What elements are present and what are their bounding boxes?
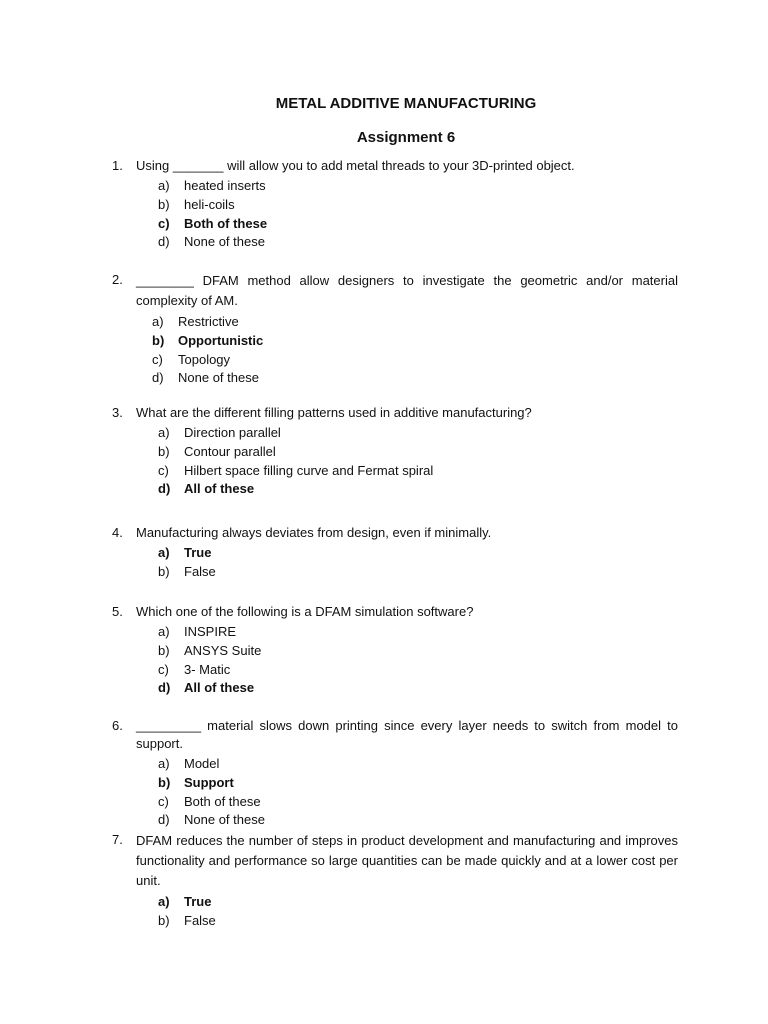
question-header: [112, 404, 678, 422]
question-text: DFAM reduces the number of steps in product development and manufacturing and improves functionality and performance so large quantities can be made quickly and at a lower cost per unit.: [136, 833, 678, 888]
option-letter: b): [158, 196, 170, 212]
option-d-correct: [158, 480, 678, 499]
option-d: [152, 369, 678, 388]
question-header: [112, 271, 678, 311]
option-a: [152, 313, 678, 332]
question-text: Using _______ will allow you to add metal threads to your 3D-printed object.: [136, 158, 575, 173]
option-text: None of these: [178, 370, 259, 386]
question-number: 3.: [112, 405, 123, 420]
option-letter: a): [158, 756, 170, 771]
option-letter: b): [158, 563, 170, 579]
option-text: INSPIRE: [184, 624, 237, 639]
option-text: False: [184, 563, 216, 579]
question-6: [112, 717, 678, 830]
option-text: True: [184, 894, 212, 909]
option-b: [158, 912, 678, 931]
option-c: [158, 793, 678, 812]
option-c: [158, 462, 678, 481]
document-title: METAL ADDITIVE MANUFACTURING: [275, 95, 537, 112]
option-d: [158, 233, 678, 252]
option-text: Model: [184, 756, 220, 771]
option-text: False: [184, 912, 216, 928]
option-text: heated inserts: [184, 178, 266, 193]
option-b: [158, 443, 678, 462]
question-number: 7.: [112, 832, 123, 847]
option-text: ANSYS Suite: [184, 642, 262, 658]
option-a-correct: [158, 544, 678, 563]
option-text: Restrictive: [178, 314, 239, 329]
question-text: What are the different filling patterns used in additive manufacturing?: [136, 405, 532, 420]
option-letter: a): [158, 178, 170, 193]
option-letter: b): [152, 332, 165, 348]
option-c: [152, 351, 678, 370]
option-b: [158, 563, 678, 582]
option-text: None of these: [184, 812, 265, 828]
question-4: [112, 524, 678, 582]
option-text: Both of these: [184, 793, 261, 809]
option-a: [158, 424, 678, 443]
option-letter: d): [158, 234, 170, 250]
option-letter: a): [152, 314, 164, 329]
option-text: Support: [184, 774, 234, 790]
option-c-correct: [158, 215, 678, 234]
option-letter: b): [158, 642, 170, 658]
option-letter: d): [158, 680, 171, 696]
option-letter: c): [152, 351, 163, 367]
question-number: 6.: [112, 718, 123, 733]
question-header: [112, 831, 678, 891]
option-letter: c): [158, 661, 169, 677]
question-text: Manufacturing always deviates from design, even if minimally.: [136, 525, 492, 540]
option-letter: c): [158, 793, 169, 809]
option-letter: c): [158, 462, 169, 478]
option-d: [158, 811, 678, 830]
question-number: 4.: [112, 525, 123, 540]
option-text: None of these: [184, 234, 265, 250]
option-letter: c): [158, 215, 170, 231]
option-text: Direction parallel: [184, 425, 281, 440]
question-2: [112, 271, 678, 388]
option-letter: a): [158, 425, 170, 440]
option-letter: d): [158, 481, 171, 497]
option-text: 3- Matic: [184, 661, 231, 677]
option-a: [158, 755, 678, 774]
question-3: [112, 404, 678, 499]
option-b: [158, 642, 678, 661]
question-header: [112, 717, 678, 753]
question-text: _________ material slows down printing since every layer needs to switch from model to support.: [136, 718, 678, 751]
option-list: [112, 893, 678, 931]
option-letter: a): [158, 894, 170, 909]
option-list: [112, 177, 678, 252]
question-text: Which one of the following is a DFAM simulation software?: [136, 604, 474, 619]
question-number: 2.: [112, 272, 123, 287]
option-text: Hilbert space filling curve and Fermat spiral: [184, 462, 434, 478]
option-text: Topology: [178, 351, 231, 367]
question-number: 1.: [112, 158, 123, 173]
option-b-correct: [158, 774, 678, 793]
option-text: Opportunistic: [178, 332, 264, 348]
option-list: [112, 313, 678, 388]
question-1: [112, 157, 678, 252]
option-list: [112, 623, 678, 698]
option-a-correct: [158, 893, 678, 912]
option-text: heli-coils: [184, 196, 235, 212]
option-letter: b): [158, 443, 170, 459]
option-text: All of these: [184, 481, 255, 497]
option-c: [158, 661, 678, 680]
option-a: [158, 177, 678, 196]
option-a: [158, 623, 678, 642]
option-list: [112, 424, 678, 499]
question-number: 5.: [112, 604, 123, 619]
option-letter: d): [152, 370, 164, 386]
option-b: [158, 196, 678, 215]
option-letter: b): [158, 774, 171, 790]
option-list: [112, 755, 678, 830]
question-header: [112, 603, 678, 621]
question-7: [112, 831, 678, 931]
option-list: [112, 544, 678, 582]
option-d-correct: [158, 679, 678, 698]
option-letter: a): [158, 545, 170, 560]
option-text: True: [184, 545, 212, 560]
question-header: [112, 524, 678, 542]
option-letter: b): [158, 912, 170, 928]
option-letter: a): [158, 624, 170, 639]
question-5: [112, 603, 678, 698]
document-subtitle: Assignment 6: [356, 129, 456, 146]
option-text: Contour parallel: [184, 443, 276, 459]
question-header: [112, 157, 678, 175]
option-text: All of these: [184, 680, 255, 696]
option-b-correct: [152, 332, 678, 351]
option-letter: d): [158, 812, 170, 828]
question-text: ________ DFAM method allow designers to investigate the geometric and/or material complexity of AM.: [136, 273, 678, 308]
option-text: Both of these: [184, 215, 268, 231]
